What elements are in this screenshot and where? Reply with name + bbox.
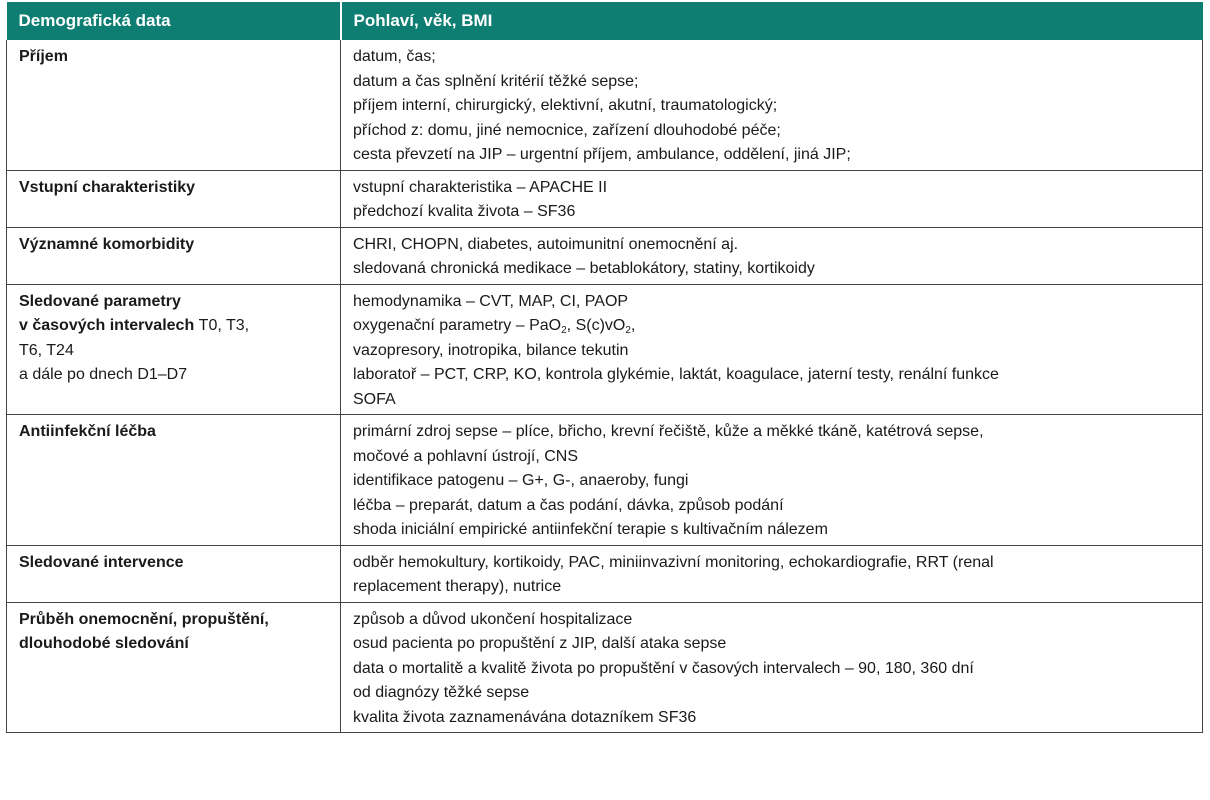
table-row <box>7 170 1203 227</box>
table-row <box>7 602 1203 733</box>
detail-line: replacement therapy), nutrice <box>353 578 562 595</box>
category-line-plain: T0, T3, <box>198 317 250 334</box>
detail-line <box>353 314 1192 339</box>
table-header-row <box>7 2 1203 40</box>
detail-line: cesta převzetí na JIP – urgentní příjem, ambulance, oddělení, jiná JIP; <box>353 146 851 163</box>
detail-line: vazopresory, inotropika, bilance tekutin <box>353 341 629 359</box>
row-category: Příjem <box>7 40 341 170</box>
category-line: Sledované parametry <box>19 292 181 310</box>
header-sex-age-bmi: Pohlaví, věk, BMI <box>341 2 1203 40</box>
detail-line: předchozí kvalita života – SF36 <box>353 203 576 220</box>
detail-text: , S(c)vO <box>566 317 626 334</box>
detail-line: datum a čas splnění kritérií těžké sepse; <box>353 72 639 90</box>
detail-line: odběr hemokultury, kortikoidy, PAC, miniinvazivní monitoring, echokardiografie, RRT (renal <box>353 553 994 571</box>
detail-line: datum, čas; <box>353 48 436 65</box>
detail-line: hemodynamika – CVT, MAP, CI, PAOP <box>353 292 629 310</box>
row-details <box>341 415 1203 546</box>
table-row <box>7 545 1203 602</box>
detail-line: od diagnózy těžké sepse <box>353 684 530 701</box>
detail-line: SOFA <box>353 390 396 408</box>
detail-line: osud pacienta po propuštění z JIP, další ataka sepse <box>353 635 727 652</box>
row-category <box>7 284 341 415</box>
detail-line: příjem interní, chirurgický, elektivní, akutní, traumatologický; <box>353 97 778 114</box>
row-category: Sledované intervence <box>7 545 341 602</box>
detail-line: příchod z: domu, jiné nemocnice, zařízení dlouhodobé péče; <box>353 121 781 139</box>
row-details <box>341 227 1203 284</box>
detail-line: kvalita života zaznamenávána dotazníkem SF36 <box>353 708 697 726</box>
row-details <box>341 40 1203 170</box>
detail-line: léčba – preparát, datum a čas podání, dávka, způsob podání <box>353 496 784 514</box>
detail-line: způsob a důvod ukončení hospitalizace <box>353 610 633 628</box>
detail-line: vstupní charakteristika – APACHE II <box>353 178 608 196</box>
table-row <box>7 415 1203 546</box>
row-details <box>341 170 1203 227</box>
subscript: 2 <box>561 325 567 336</box>
table-row <box>7 40 1203 170</box>
detail-line: data o mortalitě a kvalitě života po propuštění v časových intervalech – 90, 180, 360 dní <box>353 659 974 677</box>
table-row <box>7 284 1203 415</box>
detail-line: identifikace patogenu – G+, G-, anaeroby, fungi <box>353 472 689 489</box>
detail-line: laboratoř – PCT, CRP, KO, kontrola glykémie, laktát, koagulace, jaterní testy, renální funkce <box>353 366 999 383</box>
row-category: Významné komorbidity <box>7 227 341 284</box>
subscript: 2 <box>625 325 631 336</box>
detail-line: shoda iniciální empirické antiinfekční terapie s kultivačním nálezem <box>353 521 828 538</box>
category-line-plain: a dále po dnech D1–D7 <box>19 366 188 383</box>
category-line: v časových intervalech <box>19 317 195 334</box>
table-row <box>7 227 1203 284</box>
row-category: Vstupní charakteristiky <box>7 170 341 227</box>
data-table <box>6 2 1203 733</box>
detail-text: , <box>630 317 636 334</box>
detail-line: primární zdroj sepse – plíce, břicho, krevní řečiště, kůže a měkké tkáně, katétrová sepse, <box>353 423 984 440</box>
row-category: Antiinfekční léčba <box>7 415 341 546</box>
detail-line: močové a pohlavní ústrojí, CNS <box>353 447 578 465</box>
row-category <box>7 602 341 733</box>
row-details <box>341 284 1203 415</box>
row-details <box>341 545 1203 602</box>
detail-line: CHRI, CHOPN, diabetes, autoimunitní onemocnění aj. <box>353 235 739 253</box>
category-line: dlouhodobé sledování <box>19 635 189 652</box>
detail-line: sledovaná chronická medikace – betablokátory, statiny, kortikoidy <box>353 260 815 277</box>
header-demographic-data: Demografická data <box>7 2 341 40</box>
row-details <box>341 602 1203 733</box>
detail-text: oxygenační parametry – PaO <box>353 317 562 334</box>
category-line: Průběh onemocnění, propuštění, <box>19 610 269 628</box>
category-line-plain: T6, T24 <box>19 341 74 359</box>
